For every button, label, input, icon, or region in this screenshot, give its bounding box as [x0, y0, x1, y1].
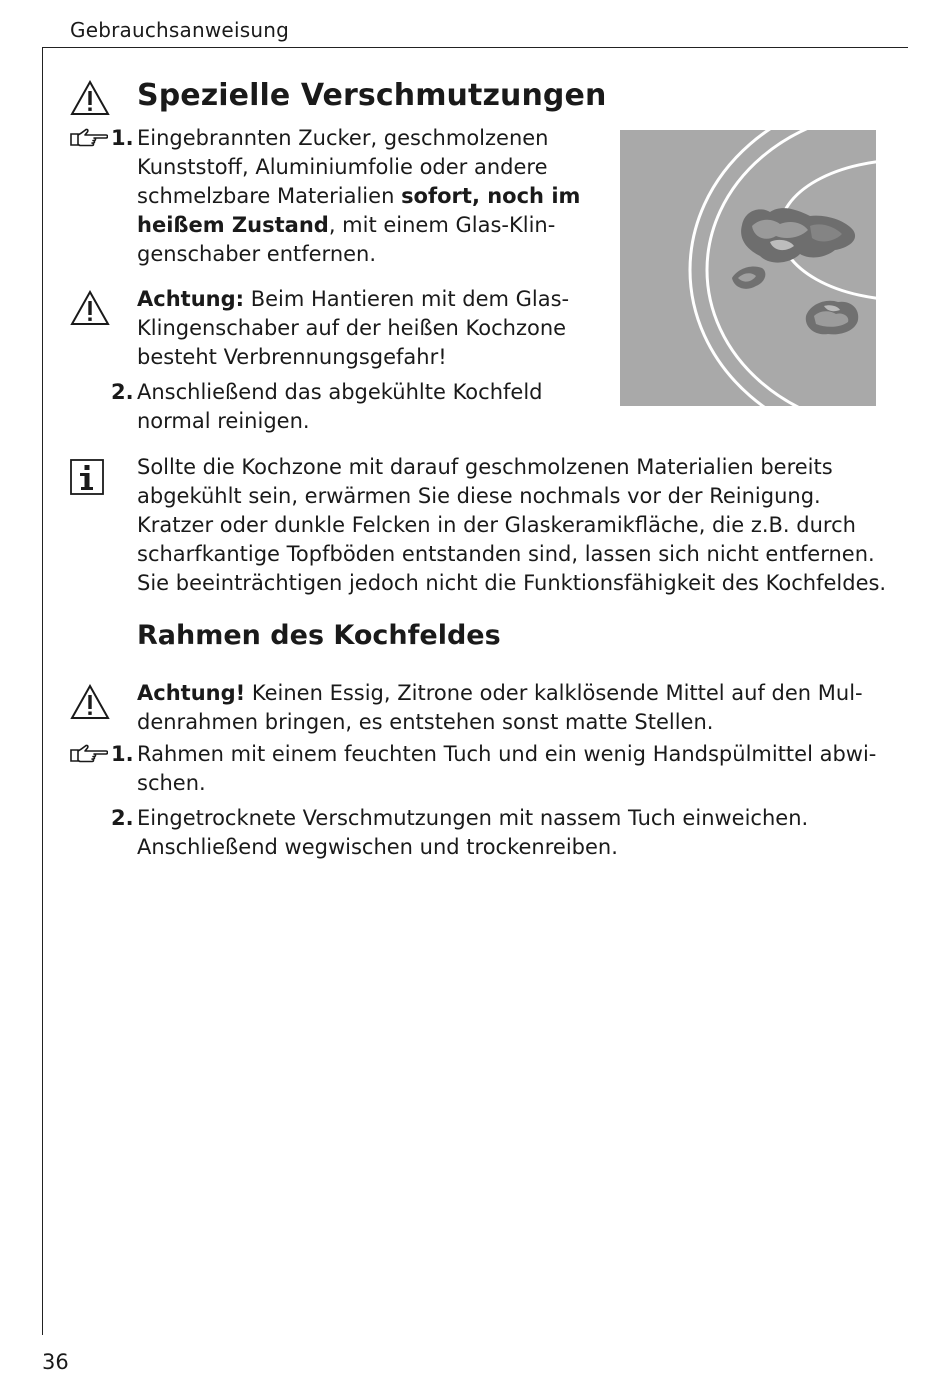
text-line: normal reinigen.: [137, 409, 310, 433]
step-2-text: [137, 804, 897, 862]
warning-text: [137, 285, 607, 372]
step-number: 1.: [111, 126, 134, 150]
running-head: Gebrauchsanweisung: [70, 18, 289, 42]
step-number: 2.: [111, 806, 134, 830]
top-rule: [42, 47, 908, 48]
warning-triangle-icon: [70, 80, 110, 116]
text-line: scharfkantige Topfböden entstanden sind, lassen sich nicht entfernen.: [137, 542, 875, 566]
text-line: Sollte die Kochzone mit darauf geschmolzenen Materialien bereits: [137, 455, 833, 479]
text-line: [137, 679, 897, 708]
text-run: schmelzbare Materialien: [137, 184, 402, 208]
step-1-text: [137, 740, 897, 798]
pointing-hand-icon: [70, 128, 108, 150]
step-2-text: [137, 378, 607, 436]
step-number: 1.: [111, 742, 134, 766]
text-line: Eingetrocknete Verschmutzungen mit nassem Tuch einweichen.: [137, 806, 809, 830]
warning-triangle-icon: [70, 684, 110, 720]
info-icon: [70, 459, 104, 495]
text-line: Kratzer oder dunkle Felcken in der Glaskeramikfläche, die z.B. durch: [137, 513, 856, 537]
text-line: Anschließend wegwischen und trockenreiben.: [137, 835, 618, 859]
text-run: Beim Hantieren mit dem Glas-: [244, 287, 570, 311]
text-line: [137, 285, 607, 314]
text-line: [137, 182, 607, 211]
text-line: genschaber entfernen.: [137, 242, 377, 266]
text-line: besteht Verbrennungsgefahr!: [137, 345, 447, 369]
text-run: , mit einem Glas-Klin-: [328, 213, 556, 237]
section-title-rahmen: Rahmen des Kochfeldes: [137, 620, 501, 651]
text-line: Klingenschaber auf der heißen Kochzone: [137, 316, 567, 340]
warning-label: Achtung!: [137, 681, 246, 705]
left-rule: [42, 47, 43, 1335]
text-line: Kunststoff, Aluminiumfolie oder andere: [137, 155, 548, 179]
cooktop-residue-illustration: [620, 130, 876, 406]
text-run: Keinen Essig, Zitrone oder kalklösende Mittel auf den Mul-: [245, 681, 863, 705]
warning-label: Achtung:: [137, 287, 245, 311]
section-title-speziell: Spezielle Verschmutzungen: [137, 78, 607, 113]
step-1-text: [137, 124, 607, 269]
step-number: 2.: [111, 380, 134, 404]
warning-text: [137, 679, 897, 737]
warning-triangle-icon: [70, 290, 110, 326]
text-line: Anschließend das abgekühlte Kochfeld: [137, 380, 543, 404]
info-text: [137, 453, 897, 598]
text-line: abgekühlt sein, erwärmen Sie diese nochmals vor der Reinigung.: [137, 484, 821, 508]
text-line: Rahmen mit einem feuchten Tuch und ein wenig Handspülmittel abwi-: [137, 742, 877, 766]
text-line: Sie beeinträchtigen jedoch nicht die Funktionsfähigkeit des Kochfeldes.: [137, 571, 887, 595]
text-line: schen.: [137, 771, 206, 795]
text-line: Eingebrannten Zucker, geschmolzenen: [137, 126, 549, 150]
page-number: 36: [42, 1350, 69, 1374]
text-line: [137, 211, 607, 240]
emphasis-text: sofort, noch im: [401, 184, 581, 208]
text-line: denrahmen bringen, es entstehen sonst matte Stellen.: [137, 710, 714, 734]
emphasis-text: heißem Zustand: [137, 213, 329, 237]
pointing-hand-icon: [70, 744, 108, 766]
